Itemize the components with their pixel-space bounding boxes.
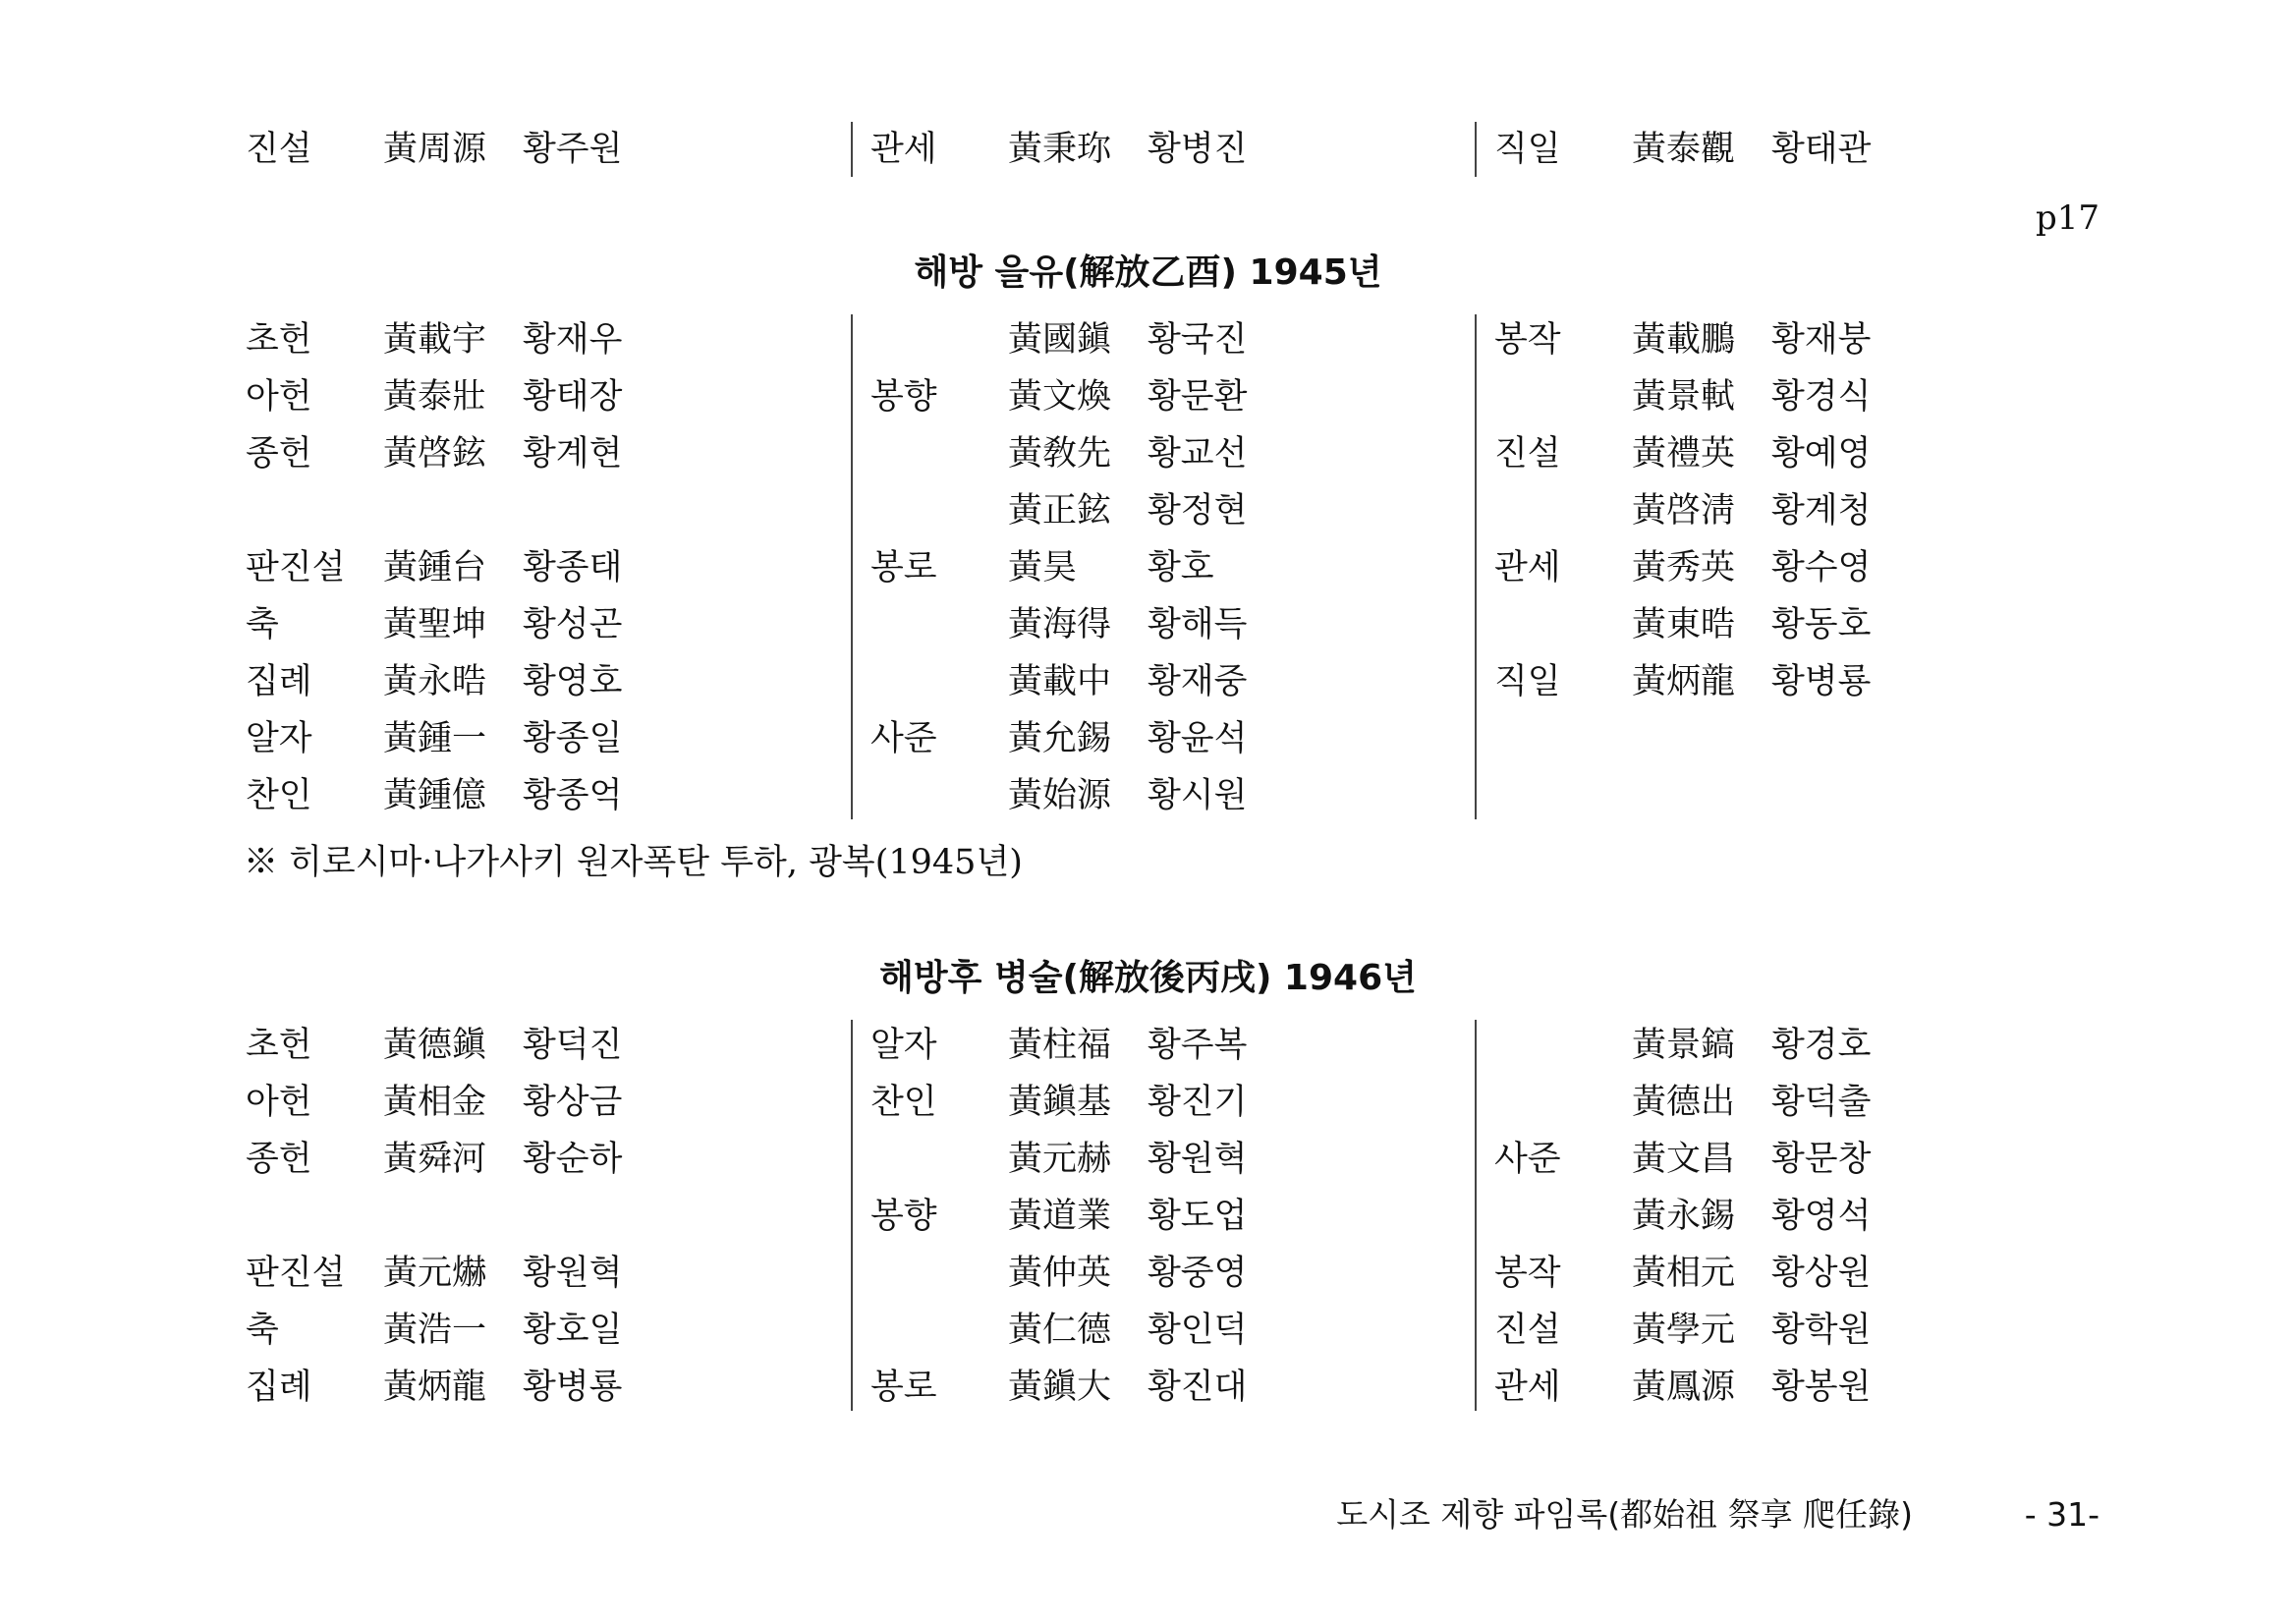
roster-column-2 [851, 1020, 1476, 1411]
role-label: 판진설 [246, 548, 346, 587]
role-label: 관세 [1494, 548, 1561, 587]
name-hangul: 황교선 [1148, 434, 1248, 474]
role-label: 관세 [870, 130, 937, 169]
name-hangul: 황시원 [1148, 776, 1248, 815]
name-hangul: 황병룡 [523, 1368, 623, 1407]
name-hanja: 黃仲英 [1008, 1254, 1112, 1293]
name-hangul: 황문환 [1148, 377, 1248, 417]
name-hanja: 黃周源 [383, 130, 487, 169]
name-hangul: 황동호 [1771, 605, 1872, 644]
name-hangul: 황계현 [523, 434, 623, 474]
roster-column-3 [1475, 314, 2066, 819]
role-label: 직일 [1494, 130, 1561, 169]
page-reference: p17 [2035, 198, 2100, 238]
name-hangul: 황덕출 [1771, 1083, 1872, 1122]
name-hangul: 황경식 [1771, 377, 1872, 417]
name-hangul: 황주원 [523, 130, 623, 169]
role-label: 종헌 [246, 1140, 312, 1179]
name-hangul: 황정현 [1148, 491, 1248, 531]
name-hangul: 황계청 [1771, 491, 1872, 531]
top-row-column-3 [1475, 122, 2066, 177]
name-hangul: 황영호 [523, 662, 623, 701]
role-label: 집례 [246, 1368, 312, 1407]
section-1946-roster [0, 1020, 2296, 1411]
name-hanja: 黃海得 [1008, 605, 1112, 644]
name-hangul: 황예영 [1771, 434, 1872, 474]
name-hanja: 黃鍾億 [383, 776, 487, 815]
name-hangul: 황도업 [1148, 1197, 1248, 1236]
name-hanja: 黃載鵬 [1632, 320, 1736, 360]
role-label: 아헌 [246, 377, 312, 417]
name-hanja: 黃禮英 [1632, 434, 1736, 474]
name-hangul: 황상원 [1771, 1254, 1872, 1293]
name-hanja: 黃浩一 [383, 1311, 487, 1350]
name-hanja: 黃載宇 [383, 320, 487, 360]
top-row-column-2 [851, 122, 1476, 177]
name-hanja: 黃東晧 [1632, 605, 1736, 644]
name-hanja: 黃文煥 [1008, 377, 1112, 417]
name-hanja: 黃景鎬 [1632, 1026, 1736, 1065]
role-label: 진설 [1494, 434, 1561, 474]
role-label: 종헌 [246, 434, 312, 474]
role-label: 진설 [246, 130, 312, 169]
name-hangul: 황태장 [523, 377, 623, 417]
name-hanja: 黃泰壯 [383, 377, 487, 417]
name-hanja: 黃道業 [1008, 1197, 1112, 1236]
name-hangul: 황인덕 [1148, 1311, 1248, 1350]
footer-book-title: 도시조 제향 파임록(都始祖 祭享 爬任錄) [1336, 1495, 1913, 1534]
historical-note: ※ 히로시마·나가사키 원자폭탄 투하, 광복(1945년) [244, 843, 1023, 882]
role-label: 판진설 [246, 1254, 346, 1293]
roster-column-2 [851, 314, 1476, 819]
name-hanja: 黃永錫 [1632, 1197, 1736, 1236]
page-footer [0, 1489, 2296, 1540]
roster-column-1 [246, 1020, 850, 1411]
name-hangul: 황주복 [1148, 1026, 1248, 1065]
name-hanja: 黃永晧 [383, 662, 487, 701]
role-label: 알자 [246, 719, 312, 758]
name-hanja: 黃允錫 [1008, 719, 1112, 758]
name-hangul: 황경호 [1771, 1026, 1872, 1065]
footer-page-number: - 31- [2024, 1495, 2100, 1534]
role-label: 봉로 [870, 548, 937, 587]
name-hangul: 황중영 [1148, 1254, 1248, 1293]
role-label: 진설 [1494, 1311, 1561, 1350]
role-label: 봉향 [870, 1197, 937, 1236]
name-hanja: 黃相元 [1632, 1254, 1736, 1293]
name-hanja: 黃啓鉉 [383, 434, 487, 474]
name-hanja: 黃炳龍 [1632, 662, 1736, 701]
name-hanja: 黃元爀 [383, 1254, 487, 1293]
roster-column-1 [246, 314, 850, 819]
name-hanja: 黃柱福 [1008, 1026, 1112, 1065]
section-heading-1945: 해방 을유(解放乙酉) 1945년 [914, 252, 1382, 293]
name-hangul: 황문창 [1771, 1140, 1872, 1179]
name-hangul: 황수영 [1771, 548, 1872, 587]
name-hangul: 황해득 [1148, 605, 1248, 644]
name-hangul: 황재중 [1148, 662, 1248, 701]
top-row-block [0, 122, 2296, 177]
name-hangul: 황종일 [523, 719, 623, 758]
name-hanja: 黃仁德 [1008, 1311, 1112, 1350]
name-hanja: 黃鎭基 [1008, 1083, 1112, 1122]
role-label: 사준 [1494, 1140, 1561, 1179]
name-hanja: 黃炳龍 [383, 1368, 487, 1407]
name-hangul: 황원혁 [523, 1254, 623, 1293]
name-hangul: 황국진 [1148, 320, 1248, 360]
role-label: 찬인 [246, 776, 312, 815]
name-hanja: 黃德出 [1632, 1083, 1736, 1122]
name-hangul: 황병진 [1148, 130, 1248, 169]
name-hangul: 황윤석 [1148, 719, 1248, 758]
name-hanja: 黃秉珎 [1008, 130, 1112, 169]
name-hanja: 黃國鎭 [1008, 320, 1112, 360]
name-hanja: 黃學元 [1632, 1311, 1736, 1350]
name-hanja: 黃景軾 [1632, 377, 1736, 417]
name-hanja: 黃秀英 [1632, 548, 1736, 587]
name-hanja: 黃鍾台 [383, 548, 487, 587]
name-hanja: 黃敎先 [1008, 434, 1112, 474]
role-label: 봉작 [1494, 1254, 1561, 1293]
name-hanja: 黃文昌 [1632, 1140, 1736, 1179]
name-hanja: 黃舜河 [383, 1140, 487, 1179]
name-hanja: 黃元赫 [1008, 1140, 1112, 1179]
role-label: 축 [246, 1311, 279, 1350]
name-hanja: 黃啓淸 [1632, 491, 1736, 531]
name-hanja: 黃德鎭 [383, 1026, 487, 1065]
role-label: 봉로 [870, 1368, 937, 1407]
role-label: 초헌 [246, 320, 312, 360]
role-label: 사준 [870, 719, 937, 758]
role-label: 아헌 [246, 1083, 312, 1122]
role-label: 알자 [870, 1026, 937, 1065]
section-heading-1946: 해방후 병술(解放後丙戌) 1946년 [879, 958, 1417, 998]
name-hanja: 黃相金 [383, 1083, 487, 1122]
name-hangul: 황덕진 [523, 1026, 623, 1065]
role-label: 관세 [1494, 1368, 1561, 1407]
name-hanja: 黃聖坤 [383, 605, 487, 644]
role-label: 초헌 [246, 1026, 312, 1065]
role-label: 축 [246, 605, 279, 644]
name-hangul: 황병룡 [1771, 662, 1872, 701]
roster-column-3 [1475, 1020, 2066, 1411]
name-hanja: 黃昊 [1008, 548, 1078, 587]
role-label: 집례 [246, 662, 312, 701]
name-hangul: 황학원 [1771, 1311, 1872, 1350]
section-1945-roster [0, 314, 2296, 819]
name-hanja: 黃始源 [1008, 776, 1112, 815]
name-hangul: 황종태 [523, 548, 623, 587]
name-hangul: 황호 [1148, 548, 1214, 587]
name-hanja: 黃正鉉 [1008, 491, 1112, 531]
name-hangul: 황호일 [523, 1311, 623, 1350]
name-hanja: 黃鎭大 [1008, 1368, 1112, 1407]
name-hanja: 黃載中 [1008, 662, 1112, 701]
name-hangul: 황재붕 [1771, 320, 1872, 360]
name-hangul: 황태관 [1771, 130, 1872, 169]
name-hangul: 황순하 [523, 1140, 623, 1179]
name-hangul: 황성곤 [523, 605, 623, 644]
name-hanja: 黃鍾一 [383, 719, 487, 758]
name-hangul: 황종억 [523, 776, 623, 815]
name-hanja: 黃鳳源 [1632, 1368, 1736, 1407]
name-hangul: 황재우 [523, 320, 623, 360]
role-label: 찬인 [870, 1083, 937, 1122]
role-label: 직일 [1494, 662, 1561, 701]
name-hangul: 황봉원 [1771, 1368, 1872, 1407]
name-hangul: 황진기 [1148, 1083, 1248, 1122]
role-label: 봉향 [870, 377, 937, 417]
name-hangul: 황영석 [1771, 1197, 1872, 1236]
name-hangul: 황원혁 [1148, 1140, 1248, 1179]
role-label: 봉작 [1494, 320, 1561, 360]
top-row-column-1 [246, 122, 850, 177]
name-hanja: 黃泰觀 [1632, 130, 1736, 169]
name-hangul: 황상금 [523, 1083, 623, 1122]
name-hangul: 황진대 [1148, 1368, 1248, 1407]
